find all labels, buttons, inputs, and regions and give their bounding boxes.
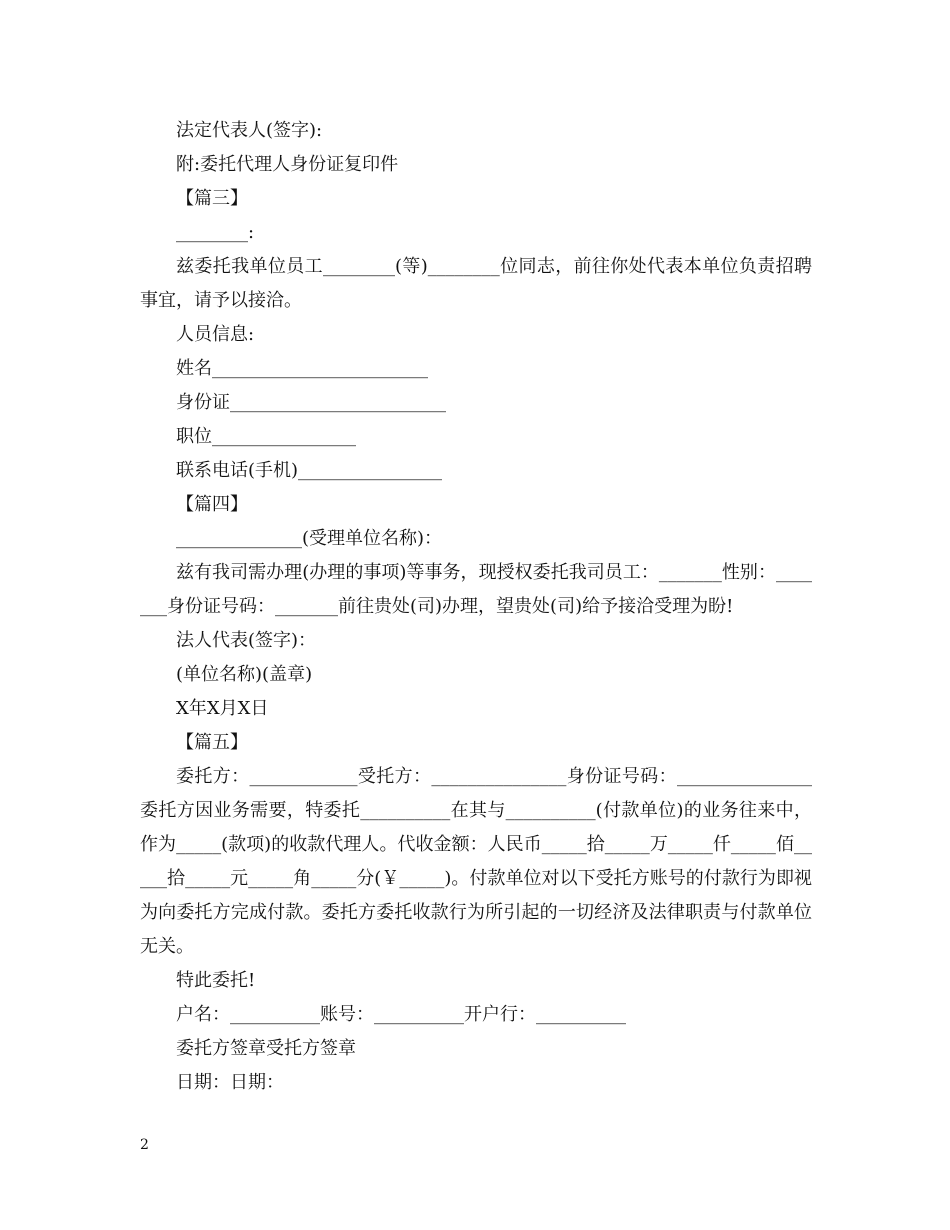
page-number: 2 [140,1137,149,1153]
signature-date-line: 日期：日期： [176,1072,284,1093]
collection-agent-paragraph: 委托方：____________受托方：_______________身份证号码：_______________委托方因业务需要，特委托__________在其与__________(付款单位)的业务往来中，作为_____(款项)的收款代理人。代收金额：人民币_____拾_____万_____仟_____佰_____拾_____元_____角_____分(￥_____)。付款单位对以下受托方账号的付款行为即视为向委托方完成付款。委托方委托收款行为所引起的一切经济及法律职责与付款单位无关。 [140,766,812,957]
section-heading-4: 【篇四】 [176,494,248,515]
document-body [140,114,812,1100]
id-card-field: 身份证________________________ [176,392,446,413]
date-line: X年X月X日 [176,698,269,719]
account-info-line: 户名：__________账号：__________开户行：__________ [176,1004,626,1025]
phone-field: 联系电话(手机)________________ [176,460,443,481]
addressee-line: ________: [176,222,255,243]
authorization-paragraph: 兹有我司需办理(办理的事项)等事务，现授权委托我司员工：_______性别：_______身份证号码：_______前往贵处(司)办理，望贵处(司)给予接洽受理为盼! [140,562,812,617]
personnel-info-label: 人员信息: [176,324,255,345]
receiving-unit-line: ______________(受理单位名称)： [176,528,443,549]
section-heading-3: 【篇三】 [176,188,248,209]
signature-seal-line: 委托方签章受托方签章 [176,1038,356,1059]
position-field: 职位________________ [176,426,356,447]
legal-rep-signature-line: 法定代表人(签字): [176,120,323,141]
legal-rep-line: 法人代表(签字)： [176,630,317,651]
attachment-note: 附:委托代理人身份证复印件 [176,154,399,175]
section-heading-5: 【篇五】 [176,732,248,753]
hereby-entrust-line: 特此委托! [176,970,256,991]
unit-seal-line: (单位名称)(盖章) [176,664,313,685]
recruitment-paragraph: 兹委托我单位员工________(等)________位同志，前往你处代表本单位负责招聘事宜，请予以接洽。 [140,256,812,311]
name-field: 姓名________________________ [176,358,428,379]
